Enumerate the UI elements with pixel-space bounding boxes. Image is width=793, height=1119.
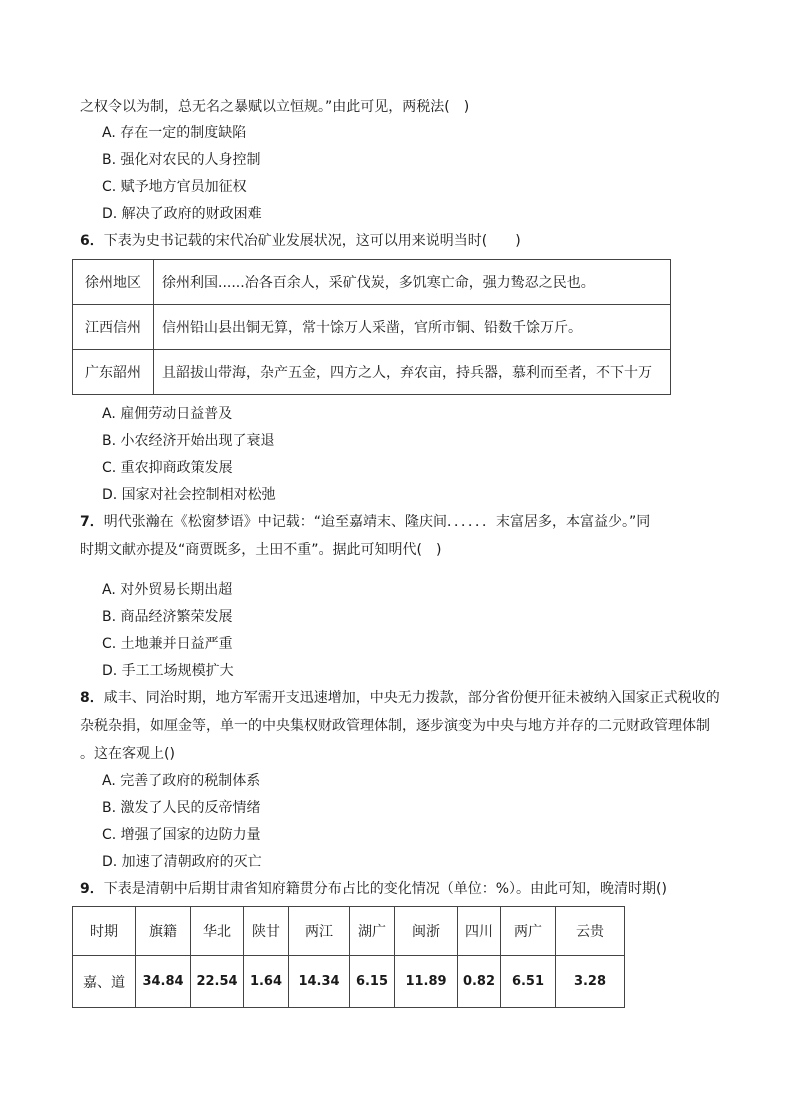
value-cell: 11.89 [395,956,458,1008]
value-cell: 1.64 [244,956,289,1008]
q6-text: 下表为史书记载的宋代冶矿业发展状况，这可以用来说明当时( ) [103,233,521,249]
q8-option-c[interactable]: C. 增强了国家的边防力量 [102,827,261,843]
q7-number: 7． [80,514,104,530]
table-row [73,305,671,350]
q9-stem [80,879,667,899]
value-cell: 6.51 [501,956,556,1008]
header-cell: 陕甘 [244,907,289,956]
region-cell: 江西信州 [73,305,154,350]
value-cell: 6.15 [350,956,395,1008]
header-cell: 两江 [289,907,350,956]
q7-text-line1: 明代张瀚在《松窗梦语》中记载：“迨至嘉靖末、隆庆间．．．．．．末富居多，本富益少。”同 [103,514,651,530]
q8-number: 8． [80,690,104,706]
q6-option-a[interactable]: A. 雇佣劳动日益普及 [102,406,233,422]
q5-option-c[interactable]: C. 赋予地方官员加征权 [102,179,247,195]
region-cell: 广东韶州 [73,350,154,395]
q8-option-b[interactable]: B. 激发了人民的反帝情绪 [102,800,261,816]
value-cell: 3.28 [556,956,625,1008]
table-row [73,350,671,395]
value-cell: 14.34 [289,956,350,1008]
q6-table [72,259,671,395]
header-cell: 闽浙 [395,907,458,956]
q8-text-line1: 咸丰、同治时期，地方军需开支迅速增加，中央无力拨款，部分省份便开征未被纳入国家正式税收的 [103,690,720,706]
q9-table [72,906,625,1008]
q6-number: 6． [80,233,104,249]
table-header-row [73,907,625,956]
q8-stem-line3: 。这在客观上() [80,746,175,762]
q5-option-a[interactable]: A. 存在一定的制度缺陷 [102,125,247,141]
q8-stem-line2: 杂税杂捐，如厘金等，单一的中央集权财政管理体制，逐步演变为中央与地方并存的二元财政管理体制 [80,718,710,734]
header-cell: 旗籍 [136,907,191,956]
q5-option-d[interactable]: D. 解决了政府的财政困难 [102,206,262,222]
q9-number: 9． [80,881,104,897]
record-cell: 且韶拔山带海，杂产五金，四方之人，弃农亩，持兵器，慕利而至者，不下十万 [154,350,671,395]
value-cell: 34.84 [136,956,191,1008]
q5-option-b[interactable]: B. 强化对农民的人身控制 [102,152,261,168]
q7-option-b[interactable]: B. 商品经济繁荣发展 [102,609,233,625]
header-cell: 华北 [191,907,244,956]
q6-option-b[interactable]: B. 小农经济开始出现了衰退 [102,433,275,449]
region-cell: 徐州地区 [73,260,154,305]
record-cell: 徐州利国......冶各百余人，采矿伐炭，多饥寒亡命，强力鸷忍之民也。 [154,260,671,305]
header-cell: 云贵 [556,907,625,956]
q7-option-c[interactable]: C. 土地兼并日益严重 [102,636,233,652]
header-cell: 湖广 [350,907,395,956]
table-row [73,956,625,1008]
q7-stem-line1 [80,512,650,532]
q6-option-c[interactable]: C. 重农抑商政策发展 [102,460,233,476]
header-cell: 时期 [73,907,136,956]
period-cell: 嘉、道 [73,956,136,1008]
q5-stem-tail: 之权令以为制，总无名之暴赋以立恒规。”由此可见，两税法( ) [80,99,470,115]
record-cell: 信州铅山县出铜无算，常十馀万人采凿，官所市铜、铅数千馀万斤。 [154,305,671,350]
q7-option-d[interactable]: D. 手工工场规模扩大 [102,663,234,679]
q7-option-a[interactable]: A. 对外贸易长期出超 [102,582,233,598]
table-row [73,260,671,305]
value-cell: 0.82 [458,956,501,1008]
q6-stem [80,231,521,251]
header-cell: 两广 [501,907,556,956]
q8-stem-line1 [80,688,720,708]
q8-option-d[interactable]: D. 加速了清朝政府的灭亡 [102,854,262,870]
q8-option-a[interactable]: A. 完善了政府的税制体系 [102,773,261,789]
q7-stem-line2: 时期文献亦提及“商贾既多，土田不重”。据此可知明代( ) [80,542,442,558]
q9-text: 下表是清朝中后期甘肃省知府籍贯分布占比的变化情况（单位：%）。由此可知，晚清时期() [103,881,667,897]
q6-option-d[interactable]: D. 国家对社会控制相对松弛 [102,487,276,503]
header-cell: 四川 [458,907,501,956]
value-cell: 22.54 [191,956,244,1008]
